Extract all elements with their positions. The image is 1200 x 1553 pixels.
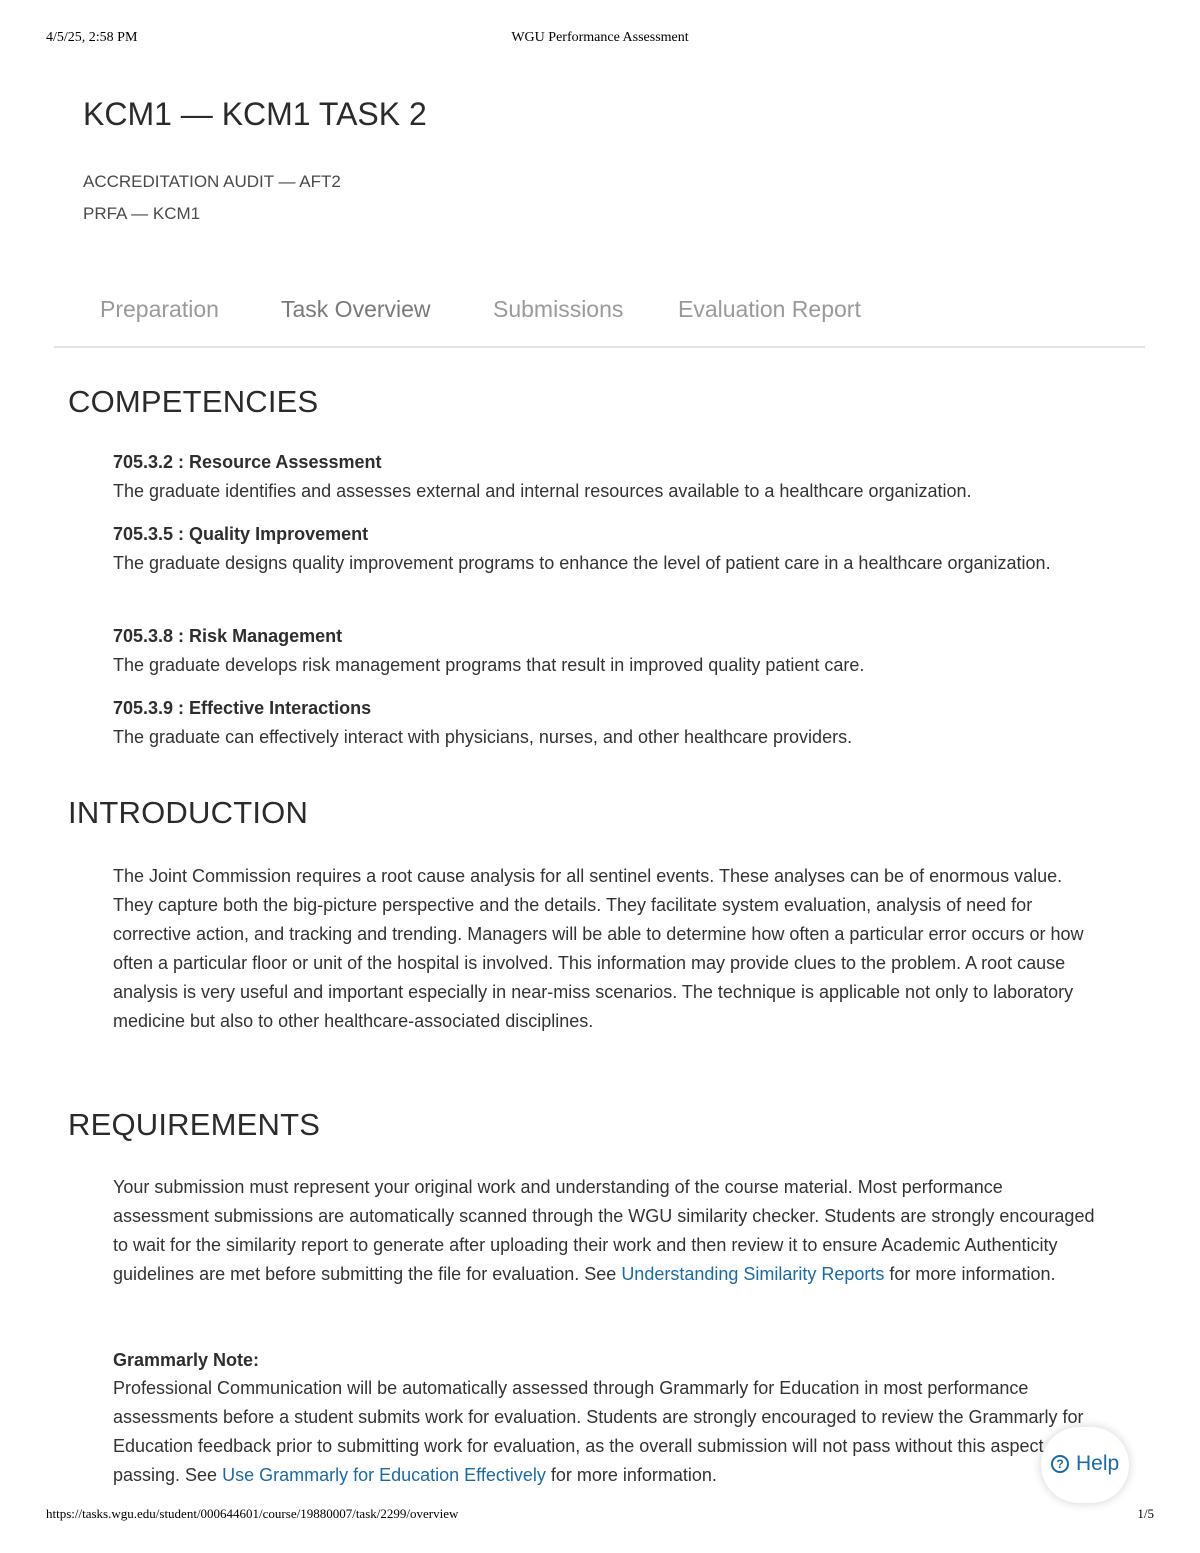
help-button[interactable] [1041,1427,1129,1503]
introduction-heading: INTRODUCTION [68,795,309,830]
competency-item [113,694,1093,751]
grammarly-text-start: Professional Communication will be automatically assessed through Grammarly for Education in most performance assessments before a student submits work for evaluation. Students are strongly encouraged to review the Grammarly for Education feedback prior to submitting work for evaluation, as the overall submission will not pass without this aspect passing. See [113,1378,1084,1485]
print-datetime: 4/5/25, 2:58 PM [46,30,138,45]
tab-preparation[interactable]: Preparation [100,296,219,322]
print-header [46,30,1154,50]
requirements-heading: REQUIREMENTS [68,1107,321,1142]
competency-item [113,622,1093,679]
competency-description: The graduate can effectively interact with physicians, nurses, and other healthcare providers. [113,726,853,747]
competency-title: 705.3.5 : Quality Improvement [113,524,369,544]
course-subtitle: ACCREDITATION AUDIT — AFT2 [83,172,341,191]
competency-description: The graduate designs quality improvement programs to enhance the level of patient care in a healthcare organization. [113,552,1051,573]
competency-title: 705.3.2 : Resource Assessment [113,452,382,472]
competency-description: The graduate identifies and assesses external and internal resources available to a healthcare organization. [113,480,972,501]
help-label: Help [1076,1452,1120,1475]
competency-item [113,448,1093,505]
page-title: KCM1 — KCM1 TASK 2 [83,96,427,132]
assessment-subtitle: PRFA — KCM1 [83,204,201,223]
competencies-heading: COMPETENCIES [68,384,319,419]
print-footer [46,1506,1154,1526]
print-page-title: WGU Performance Assessment [511,30,689,45]
print-url: https://tasks.wgu.edu/student/000644601/course/19880007/task/2299/overview [46,1506,459,1521]
introduction-text: The Joint Commission requires a root cause analysis for all sentinel events. These analyses can be of enormous value. They capture both the big-picture perspective and the details. They facilitate system evaluation, analysis of need for corrective action, and tracking and trending. Managers will be able to determine how often a particular error occurs or how often a particular floor or unit of the hospital is involved. This information may provide clues to the problem. A root cause analysis is very useful and important especially in near-miss scenarios. The technique is applicable not only to laboratory medicine but also to other healthcare-associated disciplines. [113,866,1084,1031]
grammarly-link[interactable]: Use Grammarly for Education Effectively [222,1465,546,1485]
similarity-reports-link[interactable]: Understanding Similarity Reports [621,1264,885,1284]
tab-evaluation-report[interactable]: Evaluation Report [678,296,861,322]
grammarly-note-title: Grammarly Note: [113,1350,260,1370]
tab-task-overview[interactable]: Task Overview [281,296,431,322]
competency-title: 705.3.9 : Effective Interactions [113,698,372,718]
requirements-text [113,1173,1098,1289]
print-page-number: 1/5 [1137,1506,1154,1521]
competency-title: 705.3.8 : Risk Management [113,626,343,646]
requirements-text-end: for more information. [884,1264,1056,1284]
task-tabs [54,284,1145,348]
requirements-text-start: Your submission must represent your original work and understanding of the course material. Most performance assessment submissions are automatically scanned through the WGU similarity checker. Students are strongly encouraged to wait for the similarity report to generate after uploading their work and then review it to ensure Academic Authenticity guidelines are met before submitting the file for evaluation. See [113,1177,1095,1284]
competency-item [113,520,1093,577]
grammarly-text-end: for more information. [545,1465,717,1485]
question-circle-icon: ? [1051,1455,1069,1473]
tab-submissions[interactable]: Submissions [493,296,624,322]
competency-description: The graduate develops risk management programs that result in improved quality patient care. [113,654,865,675]
grammarly-note-text [113,1374,1103,1490]
